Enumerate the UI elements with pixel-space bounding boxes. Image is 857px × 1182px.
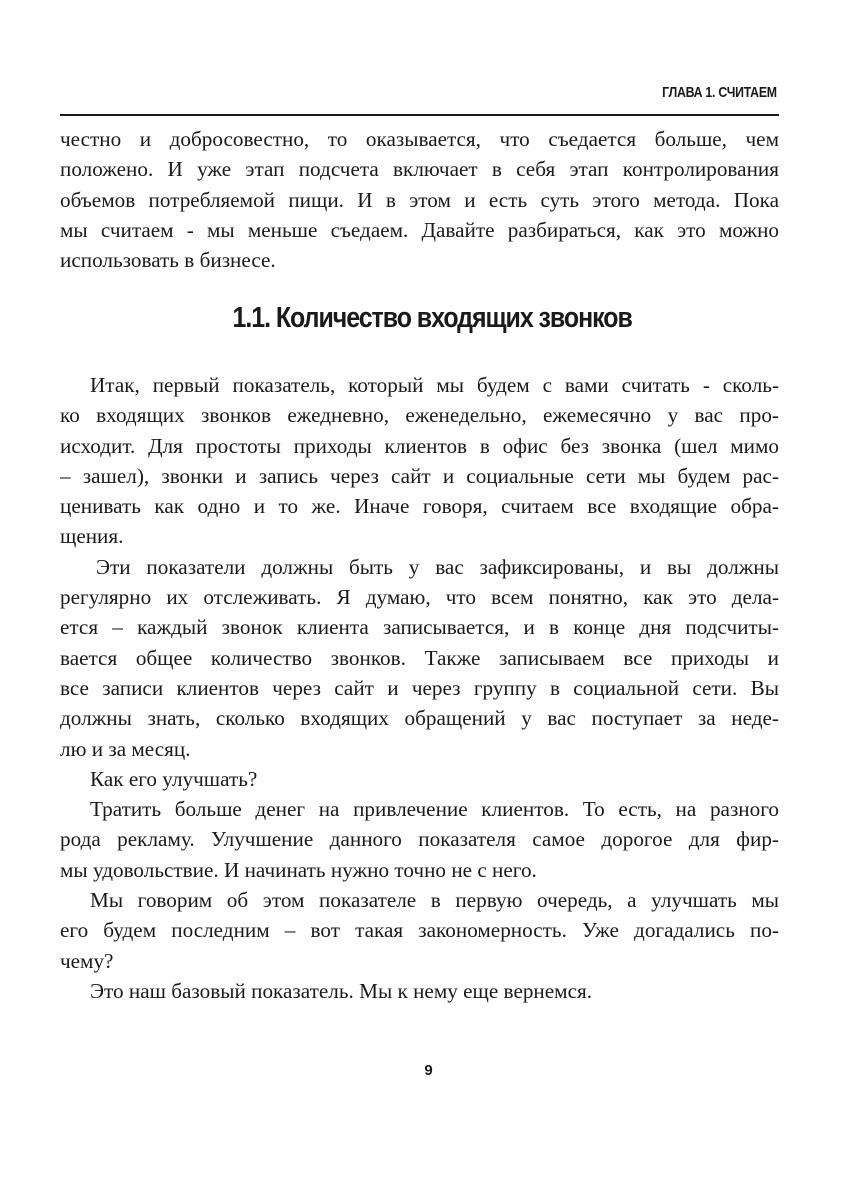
text-line: рода рекламу. Улучшение данного показателя самое дорогое для фир-: [60, 827, 779, 852]
text-line: ко входящих звонков ежедневно, еженедельно, ежемесячно у вас про-: [60, 403, 779, 428]
text-line: объемов потребляемой пищи. И в этом и есть суть этого метода. Пока: [60, 187, 779, 212]
text-line: мы считаем - мы меньше съедаем. Давайте разбираться, как это можно: [60, 217, 779, 242]
page-number: 9: [424, 1062, 433, 1079]
text-line: Эти показатели должны быть у вас зафиксированы, и вы должны: [96, 554, 779, 579]
text-line: вается общее количество звонков. Также записываем все приходы и: [60, 645, 779, 670]
running-head: ГЛАВА 1. СЧИТАЕМ: [662, 84, 777, 101]
text-line: использовать в бизнесе.: [60, 248, 276, 273]
text-line: должны знать, сколько входящих обращений у вас поступает за неде-: [60, 706, 779, 731]
text-line: Мы говорим об этом показателе в первую очередь, а улучшать мы: [90, 888, 779, 913]
text-line: все записи клиентов через сайт и через группу в социальной сети. Вы: [60, 675, 779, 700]
text-line: исходит. Для простоты приходы клиентов в офис без звонка (шел мимо: [60, 433, 779, 458]
text-line: Это наш базовый показатель. Мы к нему еще вернемся.: [90, 978, 593, 1003]
section-title-text: 1.1. Количество входящих звонков: [232, 302, 633, 334]
text-line: Как его улучшать?: [90, 766, 258, 791]
text-line: Итак, первый показатель, который мы будем с вами считать - сколь-: [90, 373, 779, 397]
section-title: [60, 302, 805, 335]
intro-text: [60, 124, 779, 275]
text-line: положено. И уже этап подсчета включает в себя этап контролирования: [60, 157, 779, 182]
text-line: щения.: [60, 524, 124, 549]
header-rule: [60, 114, 779, 116]
text-line: ется – каждый звонок клиента записывается, и в конце дня подсчиты-: [60, 615, 779, 640]
text-line: лю и за месяц.: [60, 736, 191, 761]
text-line: ценивать как одно и то же. Иначе говоря, считаем все входящие обра-: [60, 494, 779, 519]
text-line: Тратить больше денег на привлечение клиентов. То есть, на разного: [90, 797, 779, 822]
text-line: чему?: [60, 948, 114, 973]
text-line: его будем последним – вот такая закономерность. Уже догадались по-: [60, 918, 779, 943]
text-line: регулярно их отслеживать. Я думаю, что всем понятно, как это дела-: [60, 585, 779, 610]
body-text: [60, 370, 779, 1006]
text-line: честно и добросовестно, то оказывается, что съедается больше, чем: [60, 127, 779, 151]
text-line: – зашел), звонки и запись через сайт и социальные сети мы будем рас-: [60, 463, 779, 488]
text-line: мы удовольствие. И начинать нужно точно не с него.: [60, 857, 537, 882]
